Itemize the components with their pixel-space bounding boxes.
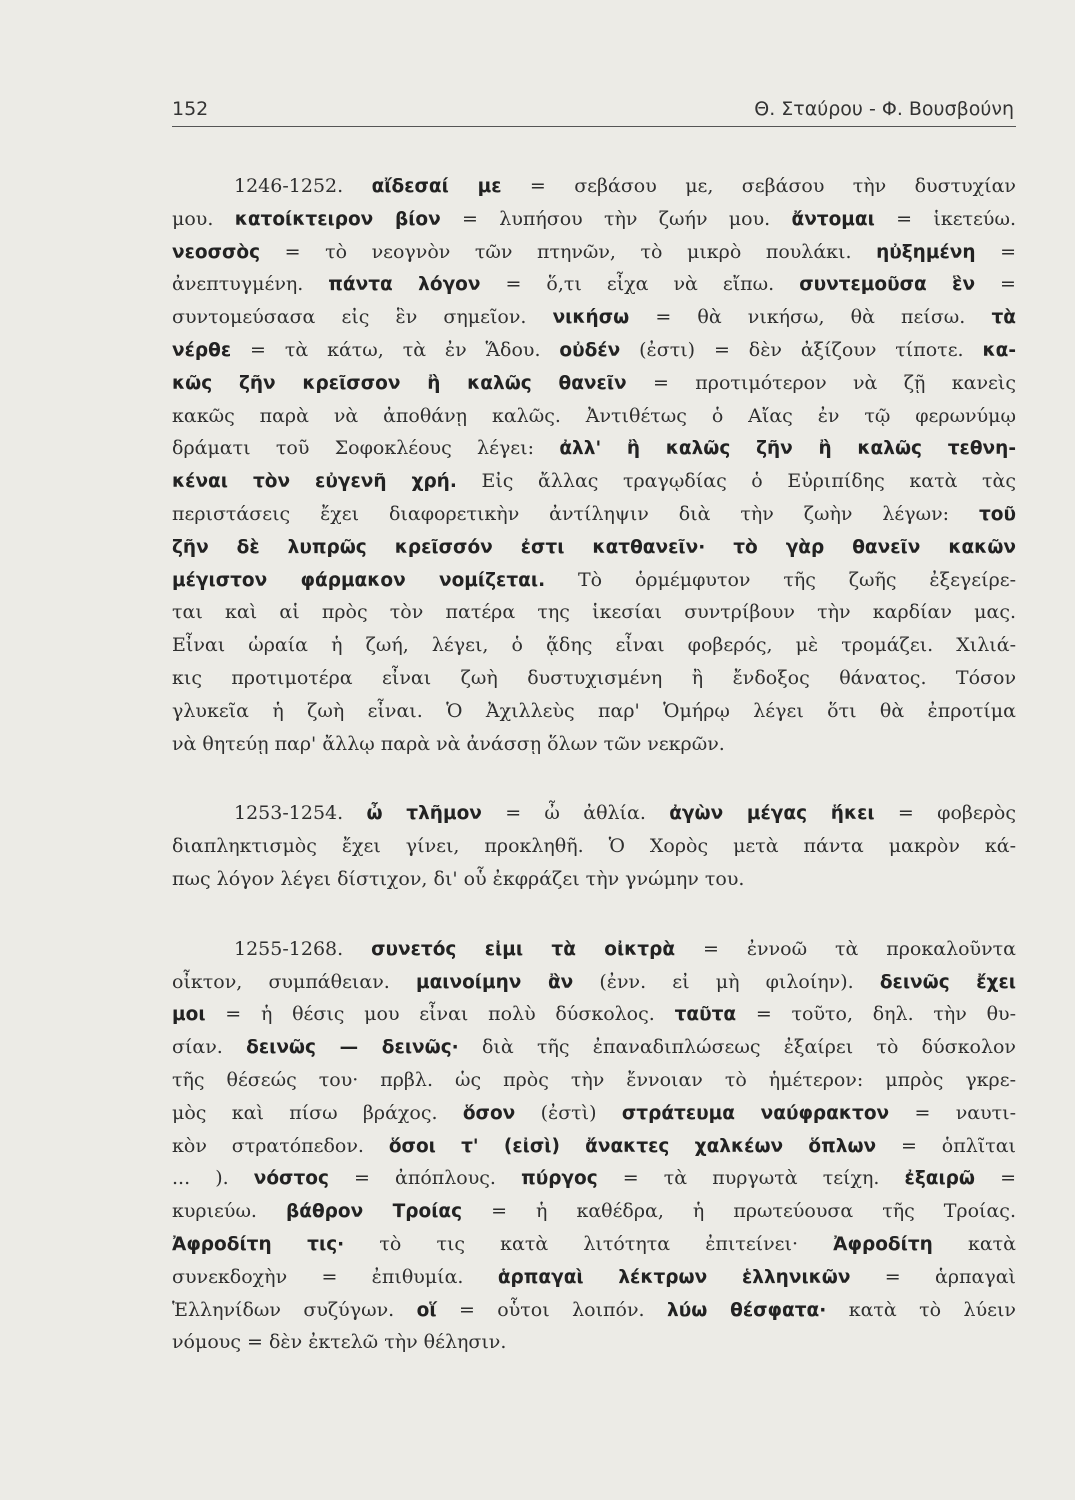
- gloss-text: Ἑλληνίδων συζύγων.: [172, 1298, 417, 1321]
- lemma: πύργος: [521, 1168, 598, 1190]
- gloss-text: = ὅ,τι εἶχα νὰ εἴπω.: [480, 273, 800, 296]
- gloss-text: ἀνεπτυγμένη.: [172, 273, 329, 296]
- text-line: [172, 1261, 1016, 1294]
- gloss-text: = ὁπλῖται: [876, 1134, 1016, 1157]
- gloss-text: γλυκεῖα ἡ ζωὴ εἶναι. Ὁ Ἀχιλλεὺς παρ' Ὁμήρῳ λέγει ὅτι θὰ ἐπροτίμα: [172, 699, 1016, 722]
- lemma: στράτευμα ναύφρακτον: [621, 1102, 890, 1124]
- lemma: δεινῶς — δεινῶς·: [246, 1037, 459, 1059]
- gloss-text: =: [975, 240, 1016, 263]
- gloss-text: κατὰ: [932, 1232, 1017, 1255]
- lemma: μαινοίμην ἂν: [415, 971, 574, 993]
- gloss-text: 1253-1254.: [234, 802, 367, 825]
- commentary-paragraph: [172, 170, 1016, 760]
- text-line: [172, 1294, 1016, 1327]
- gloss-text: νόμους = δὲν ἐκτελῶ τὴν θέλησιν.: [172, 1331, 507, 1354]
- lemma: ἁρπαγαὶ λέκτρων ἑλληνικῶν: [497, 1266, 851, 1288]
- gloss-text: νὰ θητεύῃ παρ' ἄλλῳ παρὰ νὰ ἀνάσσῃ ὅλων τῶν νεκρῶν.: [172, 732, 725, 755]
- gloss-text: (ἐνν. εἰ μὴ φιλοίην).: [573, 970, 880, 993]
- lemma: ὅσον: [462, 1102, 516, 1124]
- gloss-text: = θὰ νικήσω, θὰ πείσω.: [629, 306, 992, 329]
- lemma: τὰ: [991, 307, 1016, 329]
- text-line: [172, 596, 1016, 629]
- gloss-text: κὸν στρατόπεδον.: [172, 1134, 389, 1157]
- gloss-text: = τοῦτο, δηλ. τὴν θυ-: [736, 1003, 1016, 1026]
- lemma: συνετός εἰμι τὰ οἰκτρὰ: [371, 938, 676, 960]
- lemma: νεοσσὸς: [172, 241, 261, 263]
- text-line: [172, 830, 1016, 863]
- text-line: [172, 564, 1016, 597]
- text-line: [172, 498, 1016, 531]
- gloss-text: =: [975, 273, 1016, 296]
- lemma: ζῆν δὲ λυπρῶς κρεῖσσόν ἐστι κατθανεῖν· τὸ γὰρ θανεῖν κακῶν: [172, 536, 1016, 558]
- lemma: συντεμοῦσα ἓν: [799, 274, 976, 296]
- text-line: [172, 1195, 1016, 1228]
- gloss-text: δράματι τοῦ Σοφοκλέους λέγει:: [172, 437, 560, 460]
- gloss-text: = ὦ ἀθλία.: [481, 802, 670, 825]
- commentary-paragraph: [172, 933, 1016, 1359]
- lemma: μέγιστον φάρμακον νομίζεται.: [172, 569, 546, 591]
- gloss-text: περιστάσεις ἔχει διαφορετικὴν ἀντίληψιν διὰ τὴν ζωὴν λέγων:: [172, 502, 979, 525]
- gloss-text: ται καὶ αἱ πρὸς τὸν πατέρα της ἱκεσίαι συντρίβουν τὴν καρδίαν μας.: [172, 601, 1016, 624]
- gloss-text: = ἡ καθέδρα, ἡ πρωτεύουσα τῆς Τροίας.: [462, 1200, 1016, 1223]
- gloss-text: = οὗτοι λοιπόν.: [436, 1298, 668, 1321]
- lemma: ἄντομαι: [791, 208, 875, 230]
- lemma: λύω θέσφατα·: [667, 1299, 827, 1321]
- gloss-text: Εἶναι ὡραία ἡ ζωή, λέγει, ὁ ᾅδης εἶναι φοβερός, μὲ τρομάζει. Χιλιά-: [172, 634, 1016, 657]
- text-line: [172, 400, 1016, 433]
- gloss-text: = ἱκετεύω.: [874, 207, 1016, 230]
- gloss-text: = ἐννοῶ τὰ προκαλοῦντα: [675, 937, 1016, 960]
- text-line: [172, 863, 1016, 896]
- gloss-text: Εἰς ἄλλας τραγῳδίας ὁ Εὐριπίδης κατὰ τὰς: [456, 470, 1016, 493]
- text-line: [172, 629, 1016, 662]
- running-header: [172, 96, 1016, 127]
- lemma: κῶς ζῆν κρεῖσσον ἢ καλῶς θανεῖν: [172, 372, 627, 394]
- gloss-text: = σεβάσου με, σεβάσου τὴν δυστυχίαν: [501, 175, 1016, 197]
- text-line: [172, 203, 1016, 236]
- lemma: ταῦτα: [674, 1004, 737, 1026]
- lemma: μοι: [172, 1004, 206, 1026]
- gloss-text: Τὸ ὁρμέμφυτον τῆς ζωῆς ἐξεγείρε-: [545, 568, 1016, 591]
- text-line: [172, 1162, 1016, 1195]
- text-line: [172, 1228, 1016, 1261]
- gloss-text: = προτιμότερον νὰ ζῇ κανεὶς: [626, 371, 1016, 394]
- text-line: [172, 268, 1016, 301]
- text-line: [172, 662, 1016, 695]
- gloss-text: πως λόγον λέγει δίστιχον, δι' οὗ ἐκφράζει τὴν γνώμην του.: [172, 867, 745, 890]
- gloss-text: κακῶς παρὰ νὰ ἀποθάνῃ καλῶς. Ἀντιθέτως ὁ Αἴας ἐν τῷ φερωνύμῳ: [172, 404, 1016, 427]
- gloss-text: =: [974, 1167, 1016, 1190]
- lemma: δεινῶς ἔχει: [879, 971, 1016, 993]
- lemma: αἴδεσαί με: [371, 176, 502, 197]
- lemma: ἐξαιρῶ: [904, 1168, 975, 1190]
- gloss-text: = ἡ θέσις μου εἶναι πολὺ δύσκολος.: [205, 1003, 675, 1026]
- text-line: [172, 367, 1016, 400]
- lemma: Ἀφροδίτη τις·: [172, 1233, 345, 1255]
- lemma: οἵ: [416, 1299, 437, 1321]
- gloss-text: κατὰ τὸ λύειν: [826, 1298, 1016, 1321]
- text-line: [172, 334, 1016, 367]
- lemma: κατοίκτειρον βίον: [234, 208, 441, 230]
- gloss-text: τὸ τις κατὰ λιτότητα ἐπιτείνει·: [344, 1232, 834, 1255]
- gloss-text: 1255-1268.: [234, 937, 372, 960]
- gloss-text: ... ).: [172, 1167, 254, 1190]
- lemma: ὅσοι τ' (εἰσὶ) ἄνακτες χαλκέων ὅπλων: [388, 1135, 877, 1157]
- lemma: πάντα λόγον: [328, 274, 481, 296]
- gloss-text: οἶκτον, συμπάθειαν.: [172, 970, 416, 993]
- lemma: ὦ τλῆμον: [366, 803, 482, 825]
- lemma: βάθρον Τροίας: [286, 1201, 463, 1223]
- text-line: [172, 1130, 1016, 1163]
- text-line: [172, 1064, 1016, 1097]
- commentary-paragraph: [172, 797, 1016, 895]
- lemma: κέναι τὸν εὐγενῆ χρή.: [172, 471, 457, 493]
- gloss-text: = τὸ νεογνὸν τῶν πτηνῶν, τὸ μικρὸ πουλάκι.: [260, 240, 877, 263]
- lemma: οὐδέν: [559, 339, 621, 361]
- page-number: 152: [172, 98, 209, 120]
- gloss-text: διὰ τῆς ἐπαναδιπλώσεως ἐξαίρει τὸ δύσκολον: [458, 1036, 1016, 1059]
- gloss-text: = τὰ κάτω, τὰ ἐν Ἅδου.: [231, 338, 560, 361]
- gloss-text: 1246-1252.: [234, 175, 372, 197]
- lemma: ἀγὼν μέγας ἥκει: [669, 803, 875, 825]
- lemma: νέρθε: [172, 339, 232, 361]
- lemma: νικήσω: [552, 307, 630, 329]
- gloss-text: μὸς καὶ πίσω βράχος.: [172, 1101, 463, 1124]
- commentary-body: [172, 170, 1016, 1396]
- text-line: [172, 531, 1016, 564]
- gloss-text: διαπληκτισμὸς ἔχει γίνει, προκληθῆ. Ὁ Χορὸς μετὰ πάντα μακρὸν κά-: [172, 835, 1016, 858]
- text-line: [172, 432, 1016, 465]
- lemma: Ἀφροδίτη: [833, 1233, 933, 1255]
- gloss-text: κις προτιμοτέρα εἶναι ζωὴ δυστυχισμένη ἢ ἔνδοξος θάνατος. Τόσον: [172, 666, 1016, 689]
- gloss-text: τῆς θέσεώς του· πρβλ. ὡς πρὸς τὴν ἔννοιαν τὸ ἡμέτερον: μπρὸς γκρε-: [172, 1068, 1016, 1091]
- gloss-text: μου.: [172, 207, 235, 230]
- text-line: [172, 465, 1016, 498]
- gloss-text: (ἐστι) = δὲν ἀξίζουν τίποτε.: [620, 338, 983, 361]
- text-line: [172, 1326, 1016, 1359]
- gloss-text: σίαν.: [172, 1036, 247, 1059]
- text-line: [172, 797, 1016, 830]
- lemma: τοῦ: [978, 503, 1016, 525]
- gloss-text: = φοβερὸς: [874, 802, 1016, 825]
- lemma: ηὐξημένη: [876, 241, 976, 263]
- running-title: Θ. Σταύρου - Φ. Βουσβούνη: [754, 98, 1014, 120]
- gloss-text: = ναυτι-: [889, 1101, 1017, 1124]
- text-line: [172, 1031, 1016, 1064]
- text-line: [172, 170, 1016, 203]
- lemma: ἀλλ' ἢ καλῶς ζῆν ἢ καλῶς τεθνη-: [559, 438, 1016, 460]
- gloss-text: = τὰ πυργωτὰ τείχη.: [597, 1167, 905, 1190]
- gloss-text: (ἐστὶ): [515, 1101, 622, 1124]
- gloss-text: κυριεύω.: [172, 1200, 286, 1223]
- text-line: [172, 933, 1016, 966]
- lemma: νόστος: [253, 1168, 329, 1190]
- gloss-text: συντομεύσασα εἰς ἓν σημεῖον.: [172, 306, 553, 329]
- text-line: [172, 236, 1016, 269]
- lemma: κα-: [982, 339, 1016, 361]
- text-line: [172, 301, 1016, 334]
- text-line: [172, 998, 1016, 1031]
- text-line: [172, 695, 1016, 728]
- gloss-text: συνεκδοχὴν = ἐπιθυμία.: [172, 1265, 498, 1288]
- text-line: [172, 966, 1016, 999]
- gloss-text: = ἀπόπλους.: [328, 1167, 522, 1190]
- gloss-text: = ἁρπαγαὶ: [850, 1265, 1017, 1288]
- text-line: [172, 728, 1016, 761]
- gloss-text: = λυπήσου τὴν ζωήν μου.: [440, 207, 792, 230]
- text-line: [172, 1097, 1016, 1130]
